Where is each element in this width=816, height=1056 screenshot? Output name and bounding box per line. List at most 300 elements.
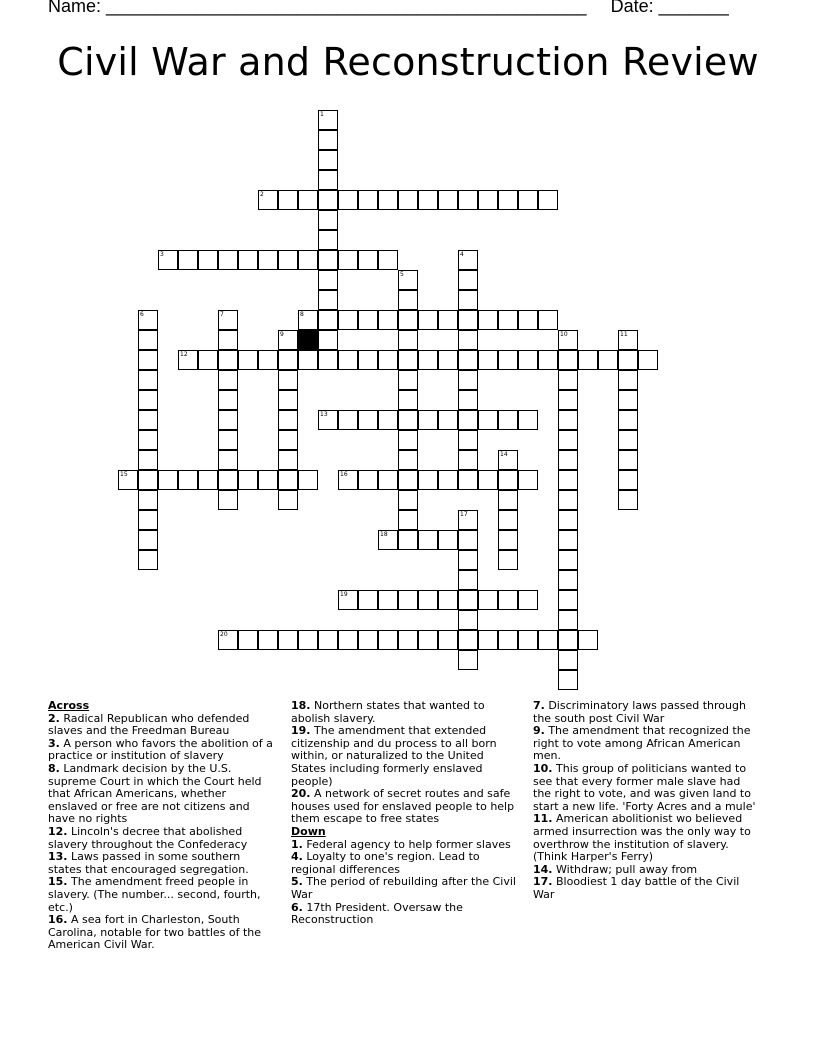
cell-number: 16 <box>340 471 348 478</box>
clue-number: 6. <box>291 900 303 914</box>
clue-number: 5. <box>291 875 303 889</box>
crossword-cell[interactable] <box>218 630 238 650</box>
crossword-cell[interactable] <box>318 630 338 650</box>
crossword-cell[interactable] <box>538 190 558 210</box>
crossword-cell[interactable] <box>478 630 498 650</box>
cell-number: 6 <box>140 311 144 318</box>
crossword-cell[interactable] <box>438 630 458 650</box>
clue-number: 11. <box>533 812 553 826</box>
crossword-cell[interactable] <box>578 350 598 370</box>
clue-number: 1. <box>291 837 303 851</box>
crossword-cell[interactable] <box>398 310 418 330</box>
crossword-cell[interactable] <box>558 430 578 450</box>
crossword-cell[interactable] <box>378 470 398 490</box>
crossword-cell[interactable] <box>418 410 438 430</box>
crossword-cell[interactable] <box>338 310 358 330</box>
clue-item <box>48 763 276 826</box>
clue-text: Loyalty to one's region. Lead to regional differences <box>291 850 480 876</box>
crossword-cell[interactable] <box>138 550 158 570</box>
clue-item <box>533 876 761 901</box>
crossword-cell[interactable] <box>458 530 478 550</box>
crossword-cell[interactable] <box>458 610 478 630</box>
crossword-cell[interactable] <box>438 310 458 330</box>
crossword-cell[interactable] <box>398 470 418 490</box>
crossword-cell[interactable] <box>158 250 178 270</box>
crossword-cell[interactable] <box>398 270 418 290</box>
cell-number: 12 <box>180 351 188 358</box>
crossword-cell[interactable] <box>138 450 158 470</box>
crossword-cell[interactable] <box>198 250 218 270</box>
clue-text: A sea fort in Charleston, South Carolina, notable for two battles of the American Civil War. <box>48 913 262 952</box>
crossword-cell[interactable] <box>618 470 638 490</box>
clue-number: 2. <box>48 711 60 725</box>
crossword-cell[interactable] <box>618 410 638 430</box>
crossword-cell[interactable] <box>138 390 158 410</box>
crossword-cell[interactable] <box>498 630 518 650</box>
crossword-cell[interactable] <box>318 230 338 250</box>
crossword-cell[interactable] <box>458 550 478 570</box>
crossword-cell[interactable] <box>398 350 418 370</box>
crossword-cell[interactable] <box>498 310 518 330</box>
crossword-cell[interactable] <box>518 630 538 650</box>
crossword-cell[interactable] <box>418 190 438 210</box>
crossword-cell[interactable] <box>298 190 318 210</box>
across-clue-list <box>48 713 276 952</box>
crossword-cell[interactable] <box>518 350 538 370</box>
crossword-cell[interactable] <box>398 510 418 530</box>
cell-number: 13 <box>320 411 328 418</box>
crossword-cell[interactable] <box>138 410 158 430</box>
clue-number: 18. <box>291 699 311 712</box>
clue-text: Withdraw; pull away from <box>552 862 698 876</box>
crossword-cell[interactable] <box>318 270 338 290</box>
crossword-cell[interactable] <box>558 370 578 390</box>
crossword-cell[interactable] <box>498 190 518 210</box>
crossword-cell[interactable] <box>458 470 478 490</box>
cell-number: 20 <box>220 631 228 638</box>
crossword-cell[interactable] <box>538 630 558 650</box>
crossword-cell[interactable] <box>618 450 638 470</box>
crossword-cell[interactable] <box>178 250 198 270</box>
crossword-cell[interactable] <box>138 430 158 450</box>
clue-number: 17. <box>533 875 553 889</box>
crossword-cell[interactable] <box>558 490 578 510</box>
crossword-cell[interactable] <box>458 510 478 530</box>
crossword-cell[interactable] <box>558 670 578 690</box>
crossword-cell[interactable] <box>318 110 338 130</box>
crossword-cell[interactable] <box>218 350 238 370</box>
crossword-cell[interactable] <box>498 470 518 490</box>
crossword-cell[interactable] <box>498 350 518 370</box>
crossword-cell[interactable] <box>558 450 578 470</box>
clue-column-1 <box>48 700 276 952</box>
crossword-cell[interactable] <box>138 470 158 490</box>
cell-number: 15 <box>120 471 128 478</box>
crossword-cell[interactable] <box>318 410 338 430</box>
crossword-cell[interactable] <box>458 590 478 610</box>
cell-number: 7 <box>220 311 224 318</box>
crossword-cell[interactable] <box>138 370 158 390</box>
cell-number: 5 <box>400 271 404 278</box>
crossword-cell[interactable] <box>558 330 578 350</box>
cell-number: 8 <box>300 311 304 318</box>
crossword-cell[interactable] <box>378 530 398 550</box>
clue-text: The amendment freed people in slavery. (The number... second, fourth, etc.) <box>48 875 261 914</box>
crossword-cell[interactable] <box>518 590 538 610</box>
crossword-cell[interactable] <box>398 590 418 610</box>
crossword-cell[interactable] <box>398 490 418 510</box>
crossword-cell[interactable] <box>118 470 138 490</box>
crossword-cell[interactable] <box>398 390 418 410</box>
crossword-cell[interactable] <box>278 630 298 650</box>
crossword-cell[interactable] <box>278 350 298 370</box>
cell-number: 11 <box>620 331 628 338</box>
crossword-cell[interactable] <box>558 510 578 530</box>
crossword-cell[interactable] <box>138 330 158 350</box>
crossword-cell[interactable] <box>558 390 578 410</box>
clue-item <box>291 788 521 826</box>
crossword-cell[interactable] <box>438 350 458 370</box>
clue-number: 15. <box>48 875 68 889</box>
crossword-cell[interactable] <box>278 450 298 470</box>
crossword-cell[interactable] <box>458 370 478 390</box>
crossword-cell[interactable] <box>378 310 398 330</box>
clue-number: 13. <box>48 850 68 864</box>
crossword-cell[interactable] <box>218 430 238 450</box>
clue-number: 19. <box>291 724 311 738</box>
crossword-cell[interactable] <box>418 630 438 650</box>
crossword-cell[interactable] <box>298 630 318 650</box>
crossword-cell[interactable] <box>618 370 638 390</box>
crossword-cell[interactable] <box>398 370 418 390</box>
crossword-cell[interactable] <box>258 630 278 650</box>
crossword-cell[interactable] <box>518 470 538 490</box>
crossword-cell[interactable] <box>318 210 338 230</box>
crossword-cell[interactable] <box>458 650 478 670</box>
crossword-cell[interactable] <box>558 590 578 610</box>
crossword-cell[interactable] <box>238 630 258 650</box>
crossword-cell[interactable] <box>498 410 518 430</box>
crossword-cell[interactable] <box>218 370 238 390</box>
crossword-cell[interactable] <box>558 470 578 490</box>
crossword-cell[interactable] <box>558 610 578 630</box>
clue-item <box>291 725 521 788</box>
name-field[interactable]: ________________________________________________ <box>106 0 587 16</box>
clue-column-3 <box>533 700 761 902</box>
crossword-cell[interactable] <box>618 490 638 510</box>
crossword-cell[interactable] <box>298 350 318 370</box>
crossword-cell[interactable] <box>398 290 418 310</box>
clue-item <box>533 763 761 813</box>
crossword-cell[interactable] <box>398 410 418 430</box>
crossword-cell[interactable] <box>338 250 358 270</box>
crossword-cell[interactable] <box>618 430 638 450</box>
crossword-cell[interactable] <box>418 350 438 370</box>
crossword-cell[interactable] <box>138 490 158 510</box>
date-field[interactable]: _______ <box>658 0 729 16</box>
crossword-cell[interactable] <box>218 490 238 510</box>
crossword-cell[interactable] <box>418 310 438 330</box>
clue-item <box>533 700 761 725</box>
cell-number: 10 <box>560 331 568 338</box>
crossword-cell[interactable] <box>318 310 338 330</box>
crossword-cell[interactable] <box>358 350 378 370</box>
clue-item <box>533 725 761 763</box>
clue-item <box>291 851 521 876</box>
crossword-cell[interactable] <box>418 470 438 490</box>
clue-text: Lincoln's decree that abolished slavery throughout the Confederacy <box>48 824 248 851</box>
crossword-cell[interactable] <box>478 310 498 330</box>
clue-number: 12. <box>48 824 68 838</box>
crossword-cell[interactable] <box>478 470 498 490</box>
crossword-cell[interactable] <box>518 190 538 210</box>
clue-text: Federal agency to help former slaves <box>302 837 511 851</box>
down-heading: Down <box>291 824 326 838</box>
crossword-cell[interactable] <box>298 250 318 270</box>
crossword-cell[interactable] <box>378 350 398 370</box>
crossword-cell[interactable] <box>458 450 478 470</box>
crossword-cell[interactable] <box>478 590 498 610</box>
clue-text: American abolitionist wo believed armed insurrection was the only way to overthrow the institution of slavery. (Think Harper's Ferry) <box>533 812 751 864</box>
crossword-cell[interactable] <box>318 250 338 270</box>
crossword-cell[interactable] <box>558 410 578 430</box>
clue-number: 4. <box>291 850 303 864</box>
down-clue-list <box>291 839 521 927</box>
clue-number: 20. <box>291 787 311 801</box>
across-heading: Across <box>48 699 90 712</box>
crossword-cell[interactable] <box>518 310 538 330</box>
crossword-cell[interactable] <box>538 310 558 330</box>
crossword-cell[interactable] <box>218 470 238 490</box>
crossword-cell[interactable] <box>578 630 598 650</box>
clue-number: 10. <box>533 761 553 775</box>
crossword-cell[interactable] <box>138 510 158 530</box>
crossword-cell[interactable] <box>318 170 338 190</box>
crossword-cell[interactable] <box>498 450 518 470</box>
crossword-cell[interactable] <box>218 310 238 330</box>
crossword-cell[interactable] <box>498 550 518 570</box>
clue-item <box>291 700 521 725</box>
crossword-cell[interactable] <box>278 410 298 430</box>
crossword-cell[interactable] <box>558 570 578 590</box>
crossword-cell[interactable] <box>358 310 378 330</box>
crossword-cell[interactable] <box>398 450 418 470</box>
crossword-cell[interactable] <box>178 350 198 370</box>
clue-number: 16. <box>48 913 68 927</box>
crossword-cell[interactable] <box>258 190 278 210</box>
cell-number: 19 <box>340 591 348 598</box>
crossword-cell[interactable] <box>278 250 298 270</box>
cell-number: 3 <box>160 251 164 258</box>
crossword-cell[interactable] <box>358 470 378 490</box>
crossword-cell[interactable] <box>398 630 418 650</box>
clue-text: Laws passed in some southern states that encouraged segregation. <box>48 850 249 876</box>
crossword-cell[interactable] <box>398 330 418 350</box>
crossword-cell[interactable] <box>358 410 378 430</box>
clue-text: Discriminatory laws passed through the south post Civil War <box>533 699 746 725</box>
crossword-cell[interactable] <box>378 250 398 270</box>
crossword-cell[interactable] <box>318 130 338 150</box>
crossword-cell[interactable] <box>338 470 358 490</box>
crossword-cell[interactable] <box>618 390 638 410</box>
clue-item <box>48 914 276 952</box>
crossword-cell[interactable] <box>318 150 338 170</box>
crossword-cell[interactable] <box>298 310 318 330</box>
crossword-cell[interactable] <box>458 570 478 590</box>
clue-text: Landmark decision by the U.S. supreme Court in which the Court held that African Americans, whether enslaved or free are not citizens and have no rights <box>48 761 262 826</box>
crossword-cell[interactable] <box>258 350 278 370</box>
crossword-cell[interactable] <box>438 590 458 610</box>
crossword-cell[interactable] <box>458 330 478 350</box>
crossword-cell[interactable] <box>558 630 578 650</box>
clue-text: 17th President. Oversaw the Reconstruction <box>291 900 463 927</box>
clue-item <box>533 813 761 863</box>
crossword-cell[interactable] <box>618 330 638 350</box>
crossword-cell[interactable] <box>498 510 518 530</box>
crossword-cell[interactable] <box>498 590 518 610</box>
crossword-cell[interactable] <box>378 590 398 610</box>
crossword-cell[interactable] <box>458 290 478 310</box>
clue-text: The period of rebuilding after the Civil War <box>291 875 516 901</box>
crossword-cell[interactable] <box>558 350 578 370</box>
clue-item <box>48 713 276 738</box>
crossword-cell[interactable] <box>218 250 238 270</box>
clue-text: Northern states that wanted to abolish slavery. <box>291 699 485 725</box>
crossword-cell[interactable] <box>338 410 358 430</box>
crossword-cell[interactable] <box>338 630 358 650</box>
clue-text: The amendment that extended citizenship and du process to all born within, or naturalized to the United States including formerly enslaved people) <box>291 724 497 788</box>
crossword-cell[interactable] <box>358 190 378 210</box>
crossword-cell[interactable] <box>278 430 298 450</box>
crossword-cell[interactable] <box>558 530 578 550</box>
crossword-cell[interactable] <box>238 470 258 490</box>
crossword-cell[interactable] <box>338 350 358 370</box>
crossword-cell[interactable] <box>398 530 418 550</box>
crossword-cell[interactable] <box>398 190 418 210</box>
crossword-cell[interactable] <box>638 350 658 370</box>
clue-item <box>48 876 276 914</box>
crossword-cell[interactable] <box>458 310 478 330</box>
crossword-cell[interactable] <box>278 470 298 490</box>
crossword-cell[interactable] <box>478 350 498 370</box>
black-square <box>298 330 318 350</box>
crossword-cell[interactable] <box>458 390 478 410</box>
crossword-cell[interactable] <box>278 390 298 410</box>
clue-item <box>48 851 276 876</box>
cell-number: 9 <box>280 331 284 338</box>
crossword-cell[interactable] <box>438 530 458 550</box>
crossword-cell[interactable] <box>438 190 458 210</box>
cell-number: 1 <box>320 111 324 118</box>
clue-column-2 <box>291 700 521 927</box>
crossword-cell[interactable] <box>278 490 298 510</box>
clue-item <box>48 738 276 763</box>
crossword-cell[interactable] <box>258 470 278 490</box>
crossword-cell[interactable] <box>138 350 158 370</box>
crossword-cell[interactable] <box>218 450 238 470</box>
crossword-cell[interactable] <box>418 590 438 610</box>
crossword-cell[interactable] <box>458 270 478 290</box>
crossword-cell[interactable] <box>178 470 198 490</box>
cell-number: 4 <box>460 251 464 258</box>
crossword-cell[interactable] <box>478 190 498 210</box>
crossword-cell[interactable] <box>318 190 338 210</box>
crossword-cell[interactable] <box>318 350 338 370</box>
crossword-cell[interactable] <box>618 350 638 370</box>
crossword-cell[interactable] <box>458 410 478 430</box>
crossword-cell[interactable] <box>198 470 218 490</box>
crossword-cell[interactable] <box>378 190 398 210</box>
crossword-cell[interactable] <box>458 430 478 450</box>
clue-text: The amendment that recognized the right to vote among African American men. <box>533 724 751 763</box>
crossword-cell[interactable] <box>378 410 398 430</box>
crossword-cell[interactable] <box>498 530 518 550</box>
crossword-cell[interactable] <box>558 550 578 570</box>
crossword-cell[interactable] <box>158 470 178 490</box>
crossword-cell[interactable] <box>558 650 578 670</box>
crossword-cell[interactable] <box>458 630 478 650</box>
crossword-cell[interactable] <box>238 350 258 370</box>
crossword-cell[interactable] <box>198 350 218 370</box>
crossword-cell[interactable] <box>498 490 518 510</box>
crossword-cell[interactable] <box>278 330 298 350</box>
crossword-cell[interactable] <box>458 350 478 370</box>
crossword-cell[interactable] <box>318 290 338 310</box>
page-title: Civil War and Reconstruction Review <box>57 40 759 84</box>
crossword-cell[interactable] <box>458 190 478 210</box>
clue-item <box>291 876 521 901</box>
crossword-cell[interactable] <box>338 590 358 610</box>
crossword-cell[interactable] <box>358 250 378 270</box>
name-label: Name: <box>48 0 102 16</box>
clue-text: This group of politicians wanted to see that every former male slave had the right to vote, and was given land to start a new life. 'Forty Acres and a mule' <box>533 761 756 813</box>
crossword-cell[interactable] <box>138 530 158 550</box>
crossword-cell[interactable] <box>378 630 398 650</box>
clue-text: A network of secret routes and safe houses used for enslaved people to help them escape to free states <box>291 787 515 826</box>
crossword-cell[interactable] <box>538 350 558 370</box>
clue-item <box>291 902 521 927</box>
crossword-cell[interactable] <box>418 530 438 550</box>
crossword-cell[interactable] <box>478 410 498 430</box>
crossword-cell[interactable] <box>438 470 458 490</box>
crossword-cell[interactable] <box>358 630 378 650</box>
crossword-cell[interactable] <box>138 310 158 330</box>
crossword-cell[interactable] <box>358 590 378 610</box>
cell-number: 2 <box>260 191 264 198</box>
clue-text: Bloodiest 1 day battle of the Civil War <box>533 875 740 901</box>
date-label: Date: <box>610 0 654 16</box>
crossword-cell[interactable] <box>438 410 458 430</box>
crossword-cell[interactable] <box>518 410 538 430</box>
crossword-cell[interactable] <box>398 430 418 450</box>
crossword-cell[interactable] <box>318 330 338 350</box>
clue-number: 9. <box>533 724 545 738</box>
clue-number: 3. <box>48 736 60 750</box>
clue-number: 7. <box>533 699 545 712</box>
crossword-cell[interactable] <box>278 370 298 390</box>
crossword-cell[interactable] <box>238 250 258 270</box>
crossword-cell[interactable] <box>218 390 238 410</box>
crossword-cell[interactable] <box>218 410 238 430</box>
crossword-cell[interactable] <box>218 330 238 350</box>
crossword-cell[interactable] <box>458 250 478 270</box>
crossword-cell[interactable] <box>338 190 358 210</box>
crossword-cell[interactable] <box>278 190 298 210</box>
crossword-cell[interactable] <box>258 250 278 270</box>
clue-text: Radical Republican who defended slaves and the Freedman Bureau <box>48 711 250 738</box>
crossword-cell[interactable] <box>298 470 318 490</box>
crossword-cell[interactable] <box>598 350 618 370</box>
